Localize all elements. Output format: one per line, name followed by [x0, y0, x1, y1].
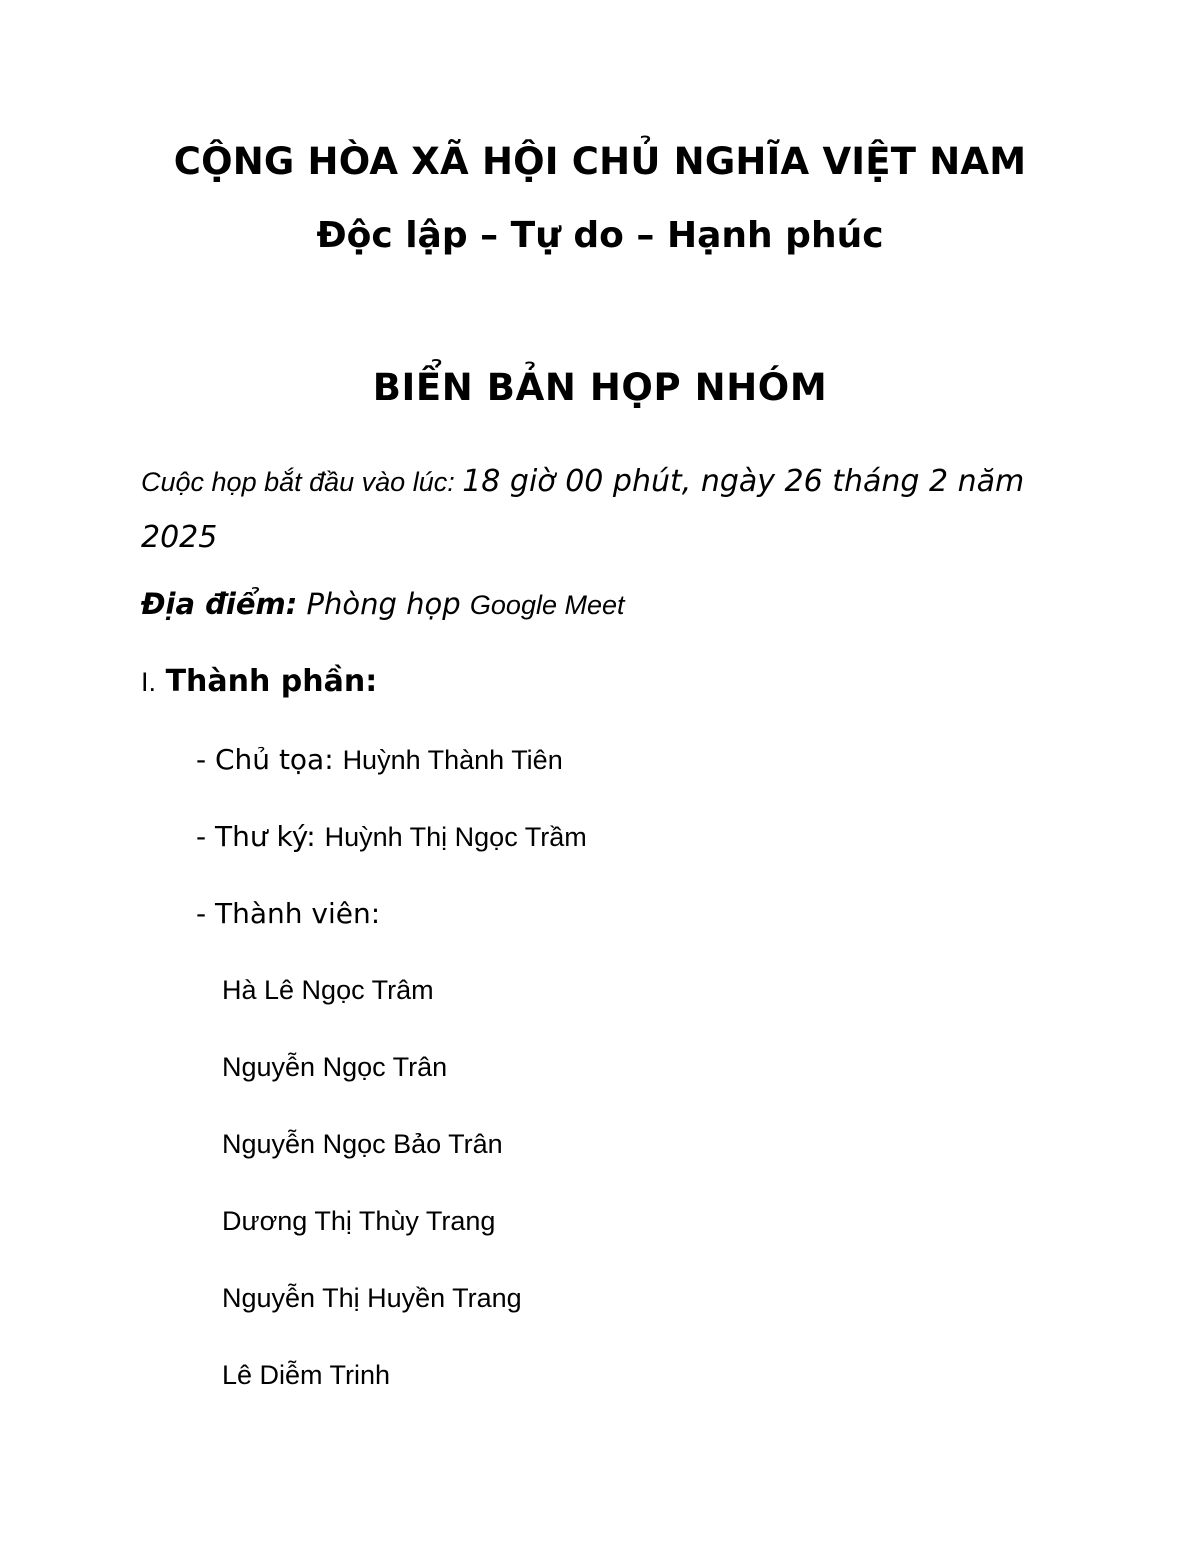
chair-label: - Chủ tọa:	[196, 743, 343, 776]
chair-line	[196, 743, 563, 776]
meeting-start-label: Cuộc họp bắt đầu vào lúc:	[141, 467, 463, 497]
chair-name: Huỳnh Thành Tiên	[342, 745, 563, 775]
secretary-line	[196, 820, 587, 853]
location-platform: Google Meet	[469, 590, 625, 620]
national-name-heading: CỘNG HÒA XÃ HỘI CHỦ NGHĨA VIỆT NAM	[173, 140, 1027, 183]
members-label: - Thành viên:	[196, 897, 381, 930]
meeting-start-line	[141, 454, 1071, 566]
location-label: Địa điểm:	[141, 587, 298, 621]
section-number: I.	[141, 667, 157, 697]
member-item: Nguyễn Ngọc Bảo Trân	[222, 1129, 503, 1159]
member-item: Nguyễn Thị Huyền Trang	[222, 1283, 522, 1313]
member-item: Nguyễn Ngọc Trân	[222, 1052, 448, 1082]
location-line	[141, 587, 625, 621]
meeting-start-value: 18 giờ 00 phút, ngày 26 tháng 2 năm 2025	[141, 464, 1025, 555]
section-heading	[141, 664, 377, 699]
motto-heading: Độc lập – Tự do – Hạnh phúc	[316, 215, 884, 256]
member-item: Lê Diễm Trinh	[222, 1360, 391, 1390]
section-colon: :	[365, 664, 378, 699]
document-title: BIỂN BẢN HỌP NHÓM	[372, 366, 828, 409]
member-item: Dương Thị Thùy Trang	[222, 1206, 496, 1236]
secretary-name: Huỳnh Thị Ngọc Trầm	[324, 822, 587, 852]
secretary-label: - Thư ký:	[196, 820, 325, 853]
section-title: Thành phần	[165, 664, 366, 699]
member-item: Hà Lê Ngọc Trâm	[222, 975, 434, 1005]
location-room: Phòng họp	[306, 587, 461, 621]
